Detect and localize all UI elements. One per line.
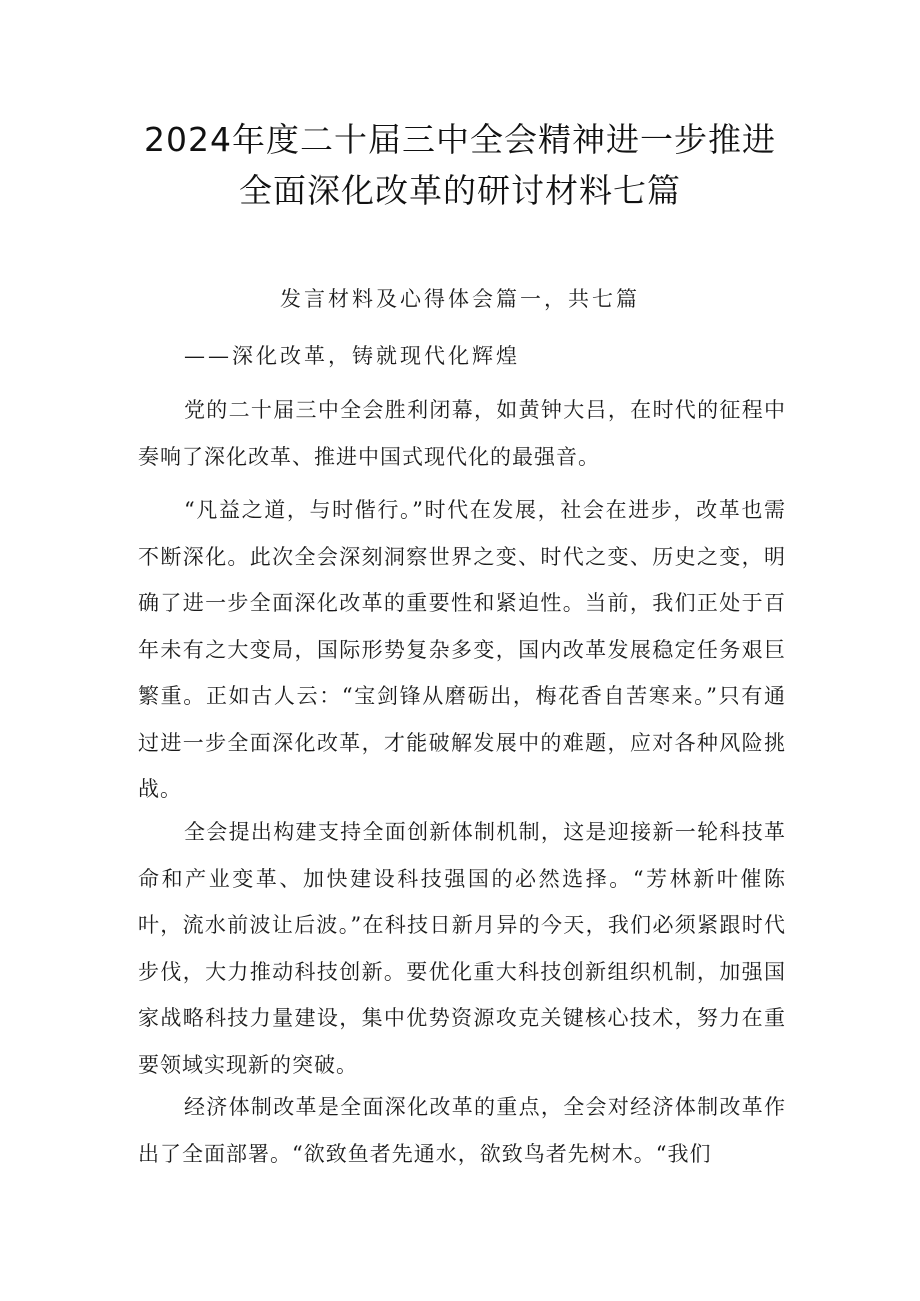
document-subtitle: 发言材料及心得体会篇一，共七篇 (280, 287, 640, 311)
paragraph: 全会提出构建支持全面创新体制机制，这是迎接新一轮科技革命和产业变革、加快建设科技强国的必然选择。“芳林新叶催陈叶，流水前波让后波。”在科技日新月异的今天，我们必须紧跟时代步伐，大力推动科技创新。要优化重大科技创新组织机制，加强国家战略科技力量建设，集中优势资源攻克关键核心技术，努力在重要领域实现新的突破。 (138, 820, 786, 1077)
document-title-line-2: 全面深化改革的研讨材料七篇 (239, 171, 681, 210)
paragraph: 党的二十届三中全会胜利闭幕，如黄钟大吕，在时代的征程中奏响了深化改革、推进中国式现代化的最强音。 (138, 398, 786, 469)
paragraph: “凡益之道，与时偕行。”时代在发展，社会在进步，改革也需不断深化。此次全会深刻洞察世界之变、时代之变、历史之变，明确了进一步全面深化改革的重要性和紧迫性。当前，我们正处于百年未有之大变局，国际形势复杂多变，国内改革发展稳定任务艰巨繁重。正如古人云：“宝剑锋从磨砺出，梅花香自苦寒来。”只有通过进一步全面深化改革，才能破解发展中的难题，应对各种风险挑战。 (138, 498, 786, 801)
paragraph: 经济体制改革是全面深化改革的重点，全会对经济体制改革作出了全面部署。“欲致鱼者先通水，欲致鸟者先树木。“我们 (138, 1095, 786, 1166)
document-title-line-1: 2024年度二十届三中全会精神进一步推进 (144, 120, 776, 159)
document-epigraph: ——深化改革，铸就现代化辉煌 (184, 344, 520, 368)
